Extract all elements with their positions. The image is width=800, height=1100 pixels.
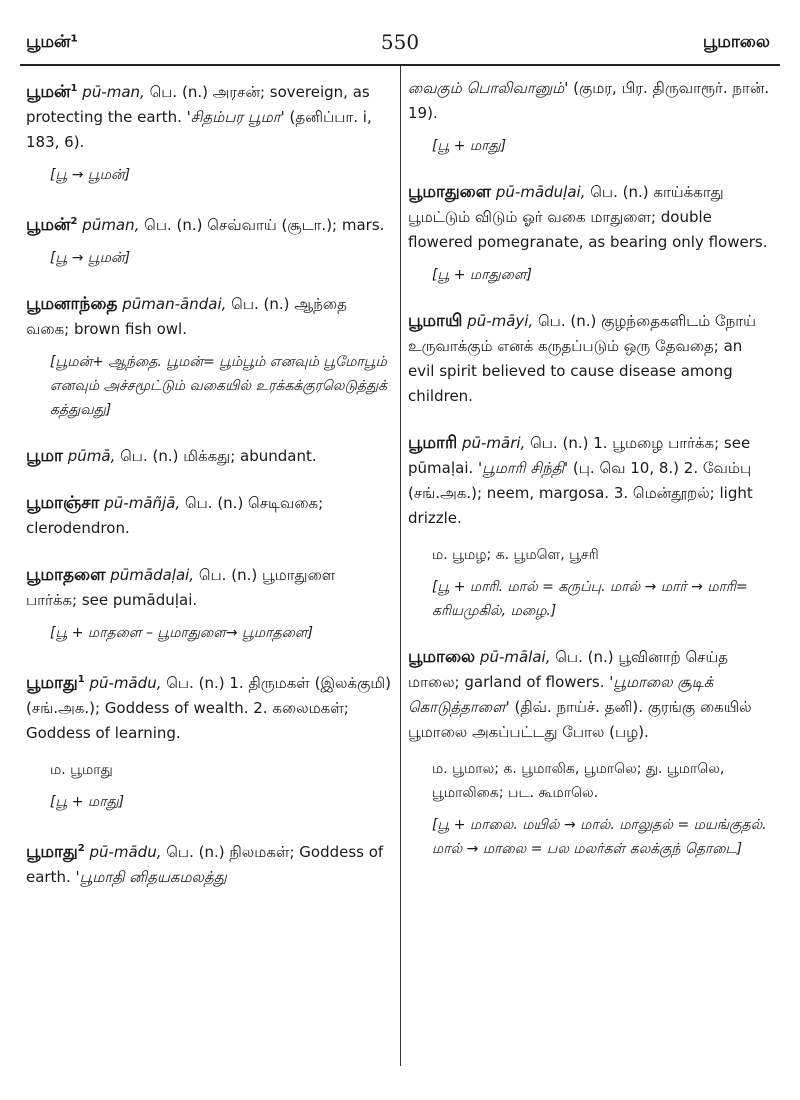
etymology-note: [பூ + மாதளை – பூமாதுளை→ பூமாதளை] — [50, 625, 313, 641]
definition: பெ. (n.) செடிவகை; clerodendron. — [26, 494, 324, 537]
headword: பூமாஞ்சா — [26, 493, 100, 513]
transliteration: pū-mādu, — [89, 674, 162, 692]
cognates: ம. பூமாது — [50, 762, 113, 778]
right-column — [408, 76, 773, 883]
definition: பெ. (n.) பூமாதுளை பார்க்க; see pumāduḷai. — [26, 566, 336, 609]
entry — [26, 292, 391, 422]
citation-source: (குமர, பிர. திருவாரூர். நான். 19). — [408, 79, 770, 122]
entry — [408, 180, 773, 287]
citation-quote: 'பூமாரி சிந்தி' — [478, 459, 569, 477]
entry — [26, 491, 391, 541]
headword: பூமன் — [26, 215, 71, 235]
etymology-note: [பூ → பூமன்] — [50, 250, 131, 266]
citation-source: (தனிப்பா. i, 183, 6). — [26, 108, 372, 151]
citation-quote: வைகும் பொலிவானும்' — [408, 79, 569, 97]
homograph-number: 1 — [77, 674, 85, 685]
citation-quote: 'சிதம்பர பூமா' — [186, 108, 285, 126]
homograph-number: 2 — [77, 843, 85, 854]
entry-continuation — [408, 76, 773, 158]
entry — [26, 76, 391, 187]
definition-continued: (பு. வெ 10, 8.) 2. வேம்பு (சங்.அக.); neem, margosa. 3. மென்தூறல்; light drizzle. — [408, 459, 753, 527]
header-left-guideword: பூமன்¹ — [26, 32, 78, 52]
headword: பூமன் — [26, 82, 71, 102]
entry — [26, 209, 391, 270]
transliteration: pū-māñjā, — [104, 494, 181, 512]
transliteration: pū-mādu, — [89, 843, 162, 861]
entry — [26, 563, 391, 645]
definition: பெ. (n.) மிக்கது; abundant. — [115, 447, 317, 465]
definition: பெ. (n.) அரசன்; sovereign, as protecting the earth. — [26, 83, 370, 126]
cognates: ம. பூமழ; க. பூமளெ, பூசரி — [432, 547, 599, 563]
definition: பெ. (n.) பூவினாற் செய்த மாலை; garland of flowers. — [408, 648, 729, 691]
citation-quote: 'பூமாலை சூடிக் கொடுத்தாளை' — [408, 673, 714, 716]
headword: பூமாதுளை — [408, 182, 492, 202]
definition: பெ. (n.) குழந்தைகளிடம் நோய் உருவாக்கும் எனக் கருதப்படும் ஒரு தேவதை; an evil spirit believed to cause disease among children. — [408, 312, 756, 405]
entry — [26, 667, 391, 814]
headword: பூமாரி — [408, 433, 458, 453]
definition: பெ. (n.) நிலமகள்; Goddess of earth. — [26, 843, 384, 886]
headword: பூமாது — [26, 842, 78, 862]
headword: பூமாதளை — [26, 565, 106, 585]
transliteration: pū-mālai, — [479, 648, 551, 666]
transliteration: pūman, — [82, 216, 140, 234]
transliteration: pū-man, — [82, 83, 145, 101]
homograph-number: 1 — [70, 83, 78, 94]
column-divider — [400, 66, 401, 1066]
headword: பூமாது — [26, 673, 78, 693]
transliteration: pū-māri, — [461, 434, 526, 452]
definition: பெ. (n.) ஆந்தை வகை; brown fish owl. — [26, 295, 347, 338]
entry — [408, 645, 773, 861]
transliteration: pūmādaḷai, — [110, 566, 195, 584]
etymology-note: [பூ + மாது] — [50, 794, 125, 810]
headword: பூமனாந்தை — [26, 294, 118, 314]
definition: பெ. (n.) 1. பூமழை பார்க்க; see pūmaḷai. — [408, 434, 751, 477]
citation-quote: 'பூமாதி னிதயகமலத்து — [75, 868, 227, 886]
transliteration: pūman-āndai, — [122, 295, 227, 313]
page-number: 550 — [380, 30, 420, 54]
entry — [26, 444, 391, 469]
headword: பூமாயி — [408, 311, 463, 331]
definition: பெ. (n.) செவ்வாய் (சூடா.); mars. — [139, 216, 385, 234]
etymology-note: [பூ → பூமன்] — [50, 167, 131, 183]
definition: பெ. (n.) காய்க்காது பூமட்டும் விடும் ஓர் வகை மாதுளை; double flowered pomegranate, as bearing only flowers. — [408, 183, 768, 251]
transliteration: pū-māduḷai, — [495, 183, 586, 201]
headword: பூமா — [26, 446, 63, 466]
homograph-number: 2 — [70, 216, 78, 227]
entry — [408, 309, 773, 409]
header-right-guideword: பூமாலை — [702, 32, 770, 52]
etymology-note: [பூமன்+ ஆந்தை. பூமன்= பூம்பூம் எனவும் பூமோபூம் எனவும் அச்சமூட்டும் வகையில் உரக்கக்குரலெடுத்துக் கத்துவது] — [50, 354, 388, 418]
transliteration: pū-māyi, — [467, 312, 534, 330]
transliteration: pūmā, — [67, 447, 116, 465]
entry — [408, 431, 773, 623]
etymology-note: [பூ + மாது] — [432, 138, 507, 154]
headword: பூமாலை — [408, 647, 476, 667]
definition: பெ. (n.) 1. திருமகள் (இலக்குமி) (சங்.அக.); Goddess of wealth. 2. கலைமகள்; Goddess of learning. — [26, 674, 391, 742]
cognates: ம. பூமால; க. பூமாலிக, பூமாலெ; து. பூமாலெ, பூமாலிகை; பட. கூமாலெ. — [432, 761, 725, 801]
definition-continued: (திவ். நாய்ச். தனி). குரங்கு கையில் பூமாலை அகப்பட்டது போல (பழ). — [408, 698, 752, 741]
entry — [26, 836, 391, 890]
left-column — [26, 76, 391, 912]
etymology-note: [பூ + மாதுளை] — [432, 267, 532, 283]
etymology-note: [பூ + மாரி. மால் = கருப்பு. மால் → மார் → மாரி= கரியமுகில், மழை.] — [432, 579, 748, 619]
etymology-note: [பூ + மாலை. மயில் → மால். மாலுதல் = மயங்குதல். மால் → மாலை = பல மலர்கள் கலக்குந் தொடை] — [432, 817, 767, 857]
